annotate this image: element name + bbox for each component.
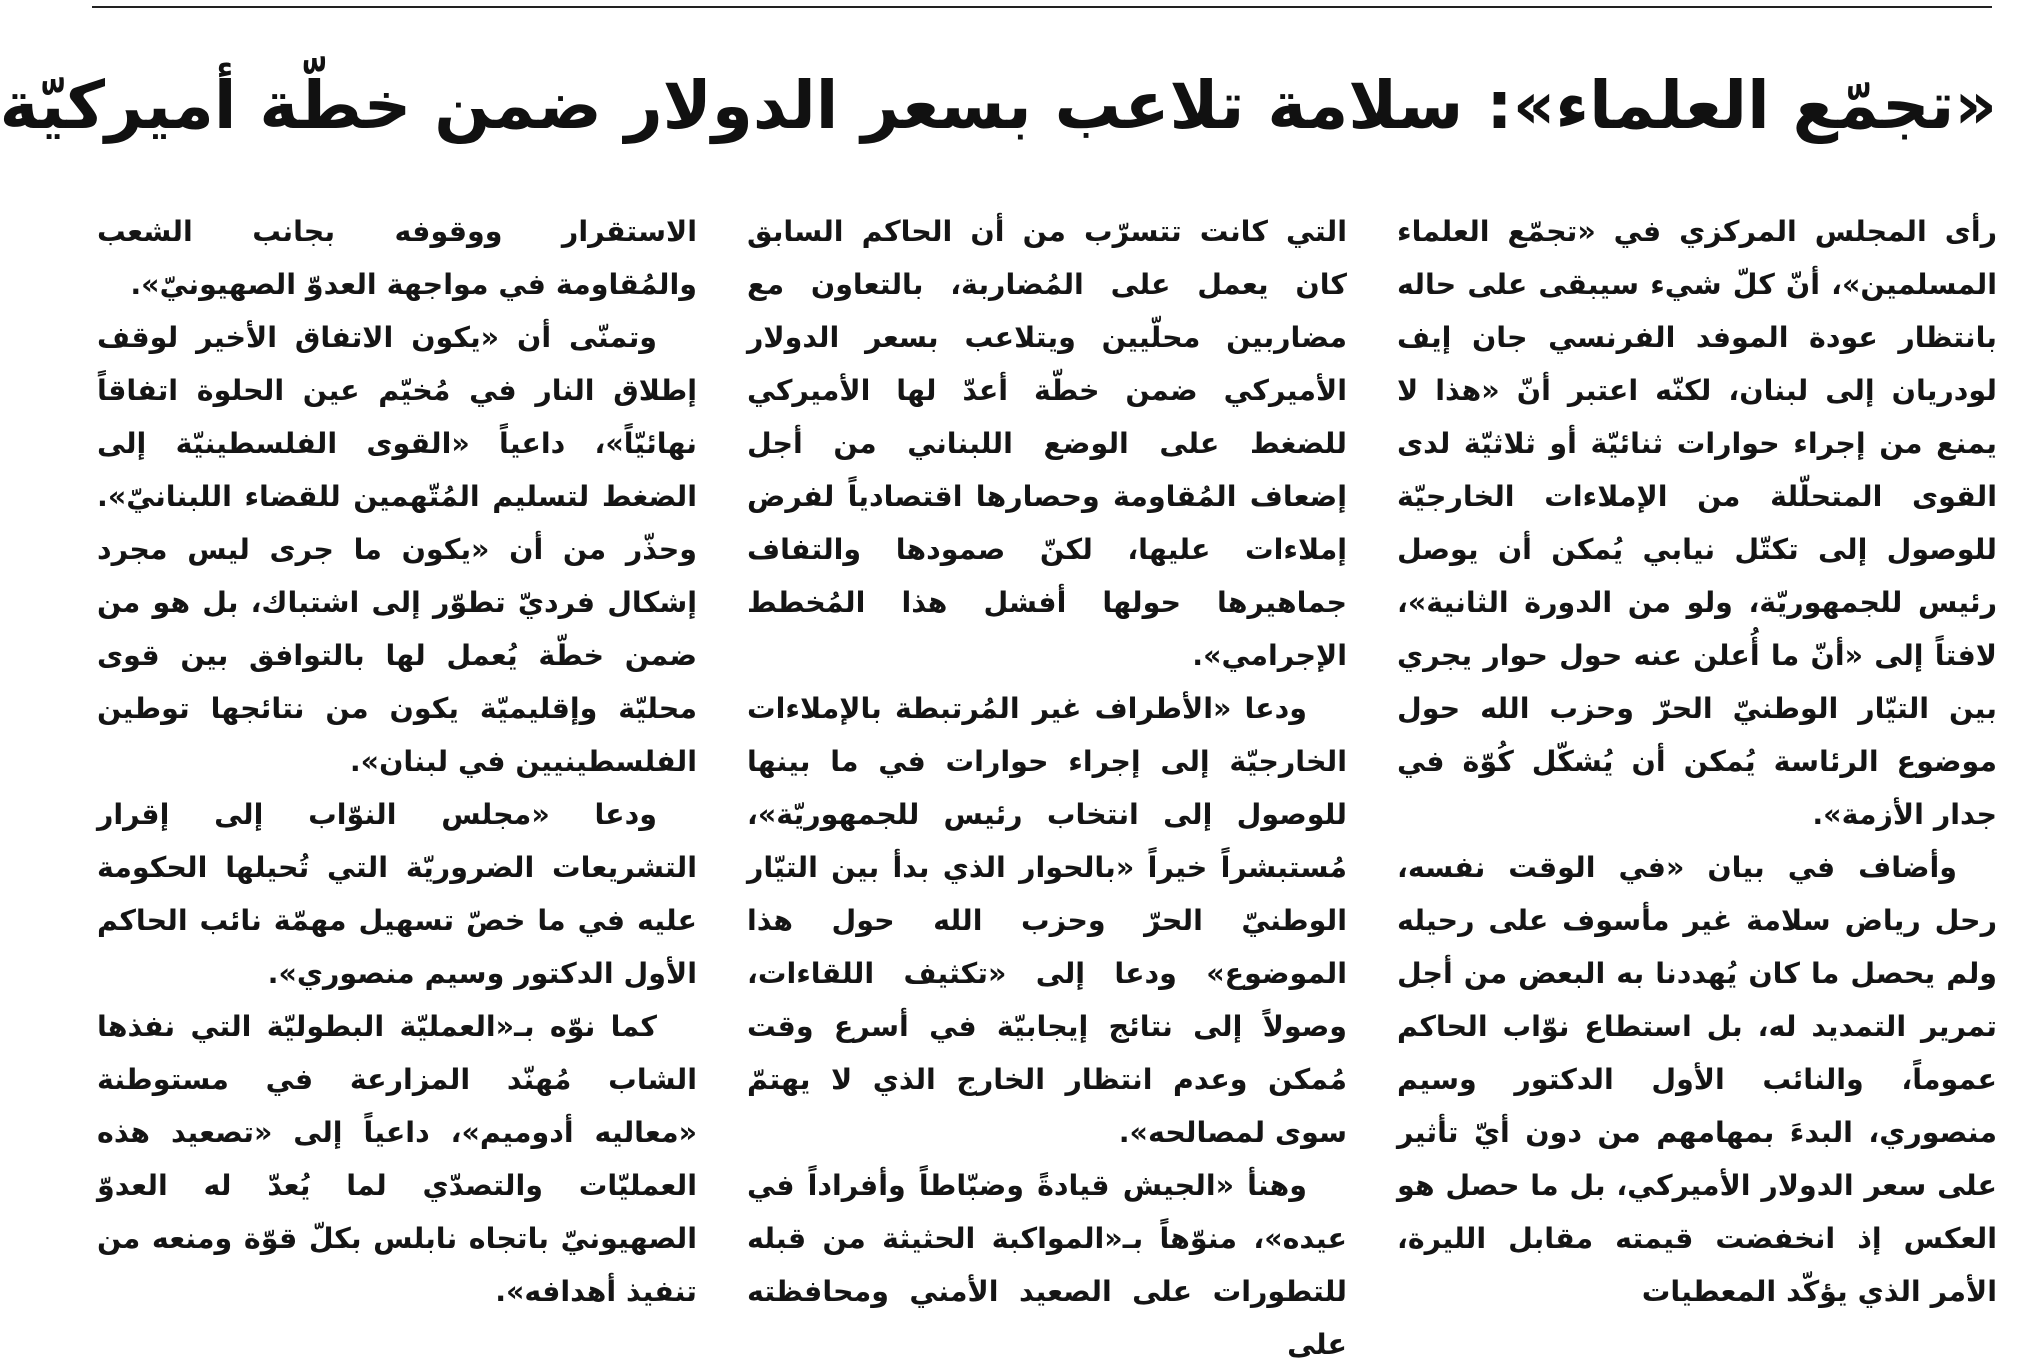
top-rule [92,6,1992,8]
article-body [97,205,1997,1361]
article-column-right [1397,205,1997,1308]
paragraph: رأى المجلس المركزي في «تجمّع العلماء المسلمين»، أنّ كلّ شيء سيبقى على حاله بانتظار عودة الموفد الفرنسي جان إيف لودريان إلى لبنان، لكنّه اعتبر أنّ «هذا لا يمنع من إجراء حوارات ثنائيّة أو ثلاثيّة لدى القوى المتحلّلة من الإملاءات الخارجيّة للوصول إلى تكتّل نيابي يُمكن أن يوصل رئيس للجمهوريّة، ولو من الدورة الثانية»، لافتاً إلى «أنّ ما أُعلن عنه حول حوار يجري بين التيّار الوطنيّ الحرّ وحزب الله حول موضوع الرئاسة يُمكن أن يُشكّل كُوّة في جدار الأزمة». [1397,215,1997,831]
paragraph: وتمنّى أن «يكون الاتفاق الأخير لوقف إطلاق النار في مُخيّم عين الحلوة اتفاقاً نهائيّاً»، داعياً «القوى الفلسطينيّة إلى الضغط لتسليم المُتّهمين للقضاء اللبنانيّ». وحذّر من أن «يكون ما جرى ليس مجرد إشكال فرديّ تطوّر إلى اشتباك، بل هو من ضمن خطّة يُعمل لها بالتوافق بين قوى محليّة وإقليميّة يكون من نتائجها توطين الفلسطينيين في لبنان». [97,321,697,778]
article-column-middle [747,205,1347,1361]
paragraph: وهنأ «الجيش قيادةً وضبّاطاً وأفراداً في عيده»، منوّهاً بـ«المواكبة الحثيثة من قبله للتطورات على الصعيد الأمني ومحافظته على [747,1169,1347,1361]
paragraph: ودعا «مجلس النوّاب إلى إقرار التشريعات الضروريّة التي تُحيلها الحكومة عليه في ما خصّ تسهيل مهمّة نائب الحاكم الأول الدكتور وسيم منصوري». [97,798,697,990]
paragraph: ودعا «الأطراف غير المُرتبطة بالإملاءات الخارجيّة إلى إجراء حوارات في ما بينها للوصول إلى انتخاب رئيس للجمهوريّة»، مُستبشراً خيراً «بالحوار الذي بدأ بين التيّار الوطنيّ الحرّ وحزب الله حول هذا الموضوع» ودعا إلى «تكثيف اللقاءات، وصولاً إلى نتائج إيجابيّة في أسرع وقت مُمكن وعدم انتظار الخارج الذي لا يهتمّ سوى لمصالحه». [747,692,1347,1149]
paragraph: كما نوّه بـ«العمليّة البطوليّة التي نفذها الشاب مُهنّد المزارعة في مستوطنة «معاليه أدوميم»، داعياً إلى «تصعيد هذه العمليّات والتصدّي لما يُعدّ له العدوّ الصهيونيّ باتجاه نابلس بكلّ قوّة ومنعه من تنفيذ أهدافه». [97,1010,697,1308]
paragraph: الاستقرار ووقوفه بجانب الشعب والمُقاومة في مواجهة العدوّ الصهيونيّ». [97,215,697,301]
paragraph: وأضاف في بيان «في الوقت نفسه، رحل رياض سلامة غير مأسوف على رحيله ولم يحصل ما كان يُهددنا به البعض من أجل تمرير التمديد له، بل استطاع نوّاب الحاكم عموماً، والنائب الأول الدكتور وسيم منصوري، البدءَ بمهامهم من دون أيّ تأثير على سعر الدولار الأميركي، بل ما حصل هو العكس إذ انخفضت قيمته مقابل الليرة، الأمر الذي يؤكّد المعطيات [1397,851,1997,1308]
headline: «تجمّع العلماء»: سلامة تلاعب بسعر الدولار ضمن خطّة أميركيّة [0,67,1997,144]
paragraph: التي كانت تتسرّب من أن الحاكم السابق كان يعمل على المُضاربة، بالتعاون مع مضاربين محلّيين ويتلاعب بسعر الدولار الأميركي ضمن خطّة أعدّ لها الأميركي للضغط على الوضع اللبناني من أجل إضعاف المُقاومة وحصارها اقتصادياً لفرض إملاءات عليها، لكنّ صمودها والتفاف جماهيرها حولها أفشل هذا المُخطط الإجرامي». [747,215,1347,672]
article-column-left [97,205,697,1308]
